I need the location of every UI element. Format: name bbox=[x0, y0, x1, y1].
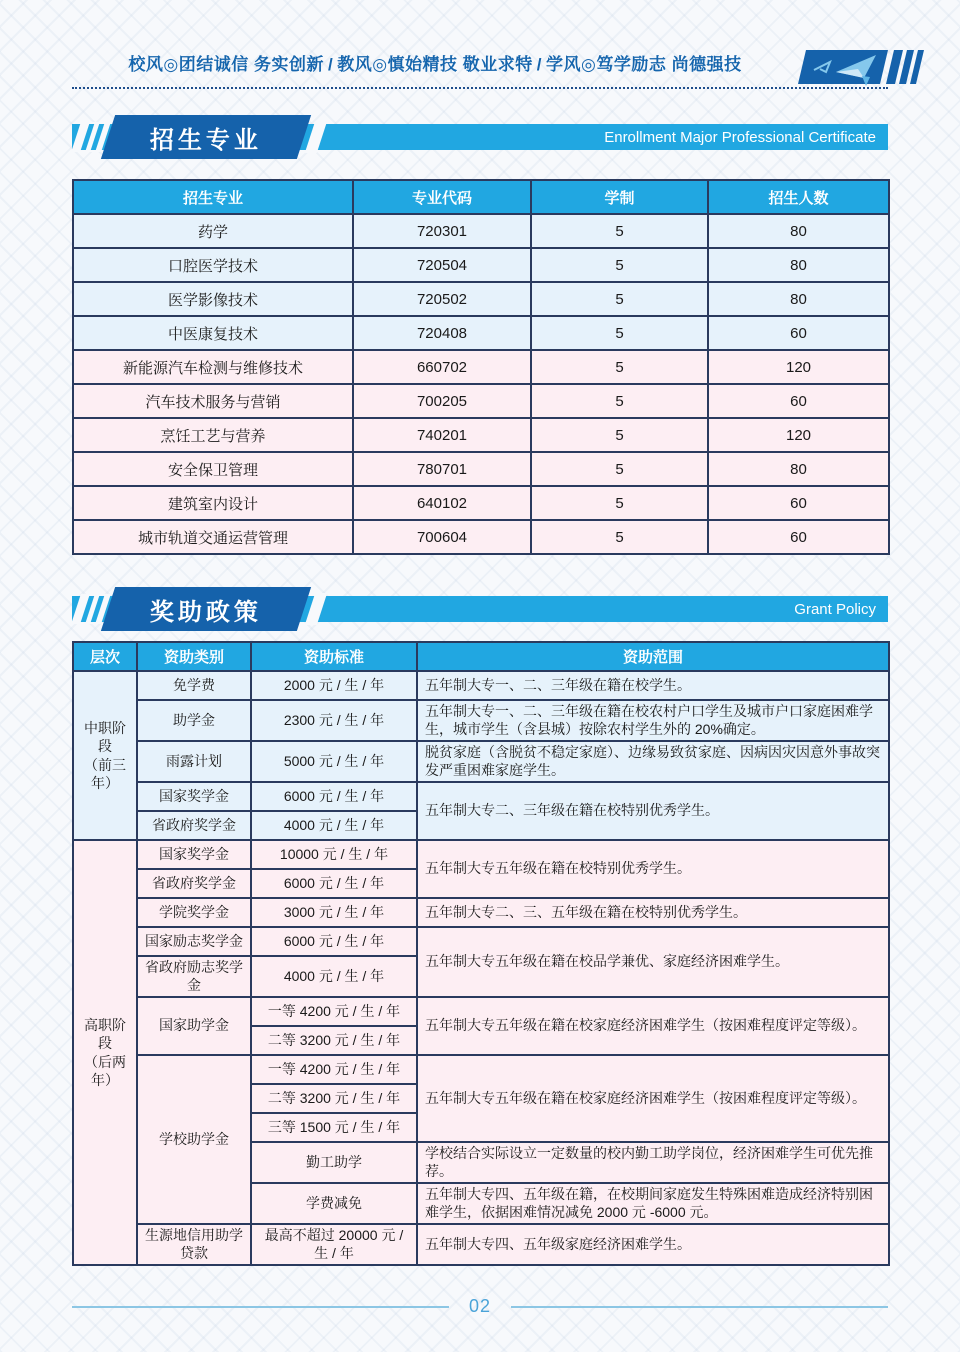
cell-scope: 五年制大专五年级在籍在校家庭经济困难学生（按困难程度评定等级）。 bbox=[417, 1055, 889, 1142]
cell-years: 5 bbox=[531, 452, 708, 486]
cell-standard: 6000 元 / 生 / 年 bbox=[251, 927, 417, 956]
cell-standard: 最高不超过 20000 元 / 生 / 年 bbox=[251, 1224, 417, 1265]
table-row bbox=[73, 486, 889, 520]
level-line1: 高职阶段 bbox=[84, 1017, 126, 1052]
cell-code: 640102 bbox=[353, 486, 531, 520]
cell-count: 60 bbox=[708, 384, 889, 418]
section-subtitle: Enrollment Major Professional Certificate bbox=[604, 128, 876, 146]
cell-standard: 学费减免 bbox=[251, 1183, 417, 1224]
cell-category: 省政府奖学金 bbox=[137, 811, 251, 840]
col-header-years: 学制 bbox=[531, 180, 708, 214]
footer-line-left bbox=[72, 1306, 449, 1308]
cell-count: 80 bbox=[708, 282, 889, 316]
cell-standard: 5000 元 / 生 / 年 bbox=[251, 741, 417, 782]
section-title-box bbox=[101, 587, 311, 631]
cell-major: 新能源汽车检测与维修技术 bbox=[73, 350, 353, 384]
table-row bbox=[73, 520, 889, 554]
cell-level-mid bbox=[73, 671, 137, 840]
cell-category: 生源地信用助学贷款 bbox=[137, 1224, 251, 1265]
cell-count: 80 bbox=[708, 452, 889, 486]
section-subtitle: Grant Policy bbox=[794, 600, 876, 618]
cell-standard: 3000 元 / 生 / 年 bbox=[251, 898, 417, 927]
cell-scope: 五年制大专五年级在籍在校品学兼优、家庭经济困难学生。 bbox=[417, 927, 889, 997]
cell-count: 80 bbox=[708, 248, 889, 282]
cell-scope: 五年制大专二、三年级在籍在校特别优秀学生。 bbox=[417, 782, 889, 840]
cell-scope: 五年制大专二、三、五年级在籍在校特别优秀学生。 bbox=[417, 898, 889, 927]
cell-major: 中医康复技术 bbox=[73, 316, 353, 350]
table-row bbox=[73, 997, 889, 1026]
section-title: 招生专业 bbox=[150, 126, 262, 154]
table-row bbox=[73, 418, 889, 452]
table-row bbox=[73, 384, 889, 418]
table-row bbox=[73, 452, 889, 486]
motto-label-jiaofeng: 教风 bbox=[337, 55, 373, 74]
cell-major: 医学影像技术 bbox=[73, 282, 353, 316]
cell-scope: 五年制大专四、五年级家庭经济困难学生。 bbox=[417, 1224, 889, 1265]
cell-count: 120 bbox=[708, 418, 889, 452]
cell-scope: 脱贫家庭（含脱贫不稳定家庭）、边缘易致贫家庭、因病因灾因意外事故突发严重困难家庭学生。 bbox=[417, 741, 889, 782]
col-header-major: 招生专业 bbox=[73, 180, 353, 214]
cell-years: 5 bbox=[531, 214, 708, 248]
motto-header bbox=[72, 50, 888, 89]
cell-category: 省政府奖学金 bbox=[137, 869, 251, 898]
table-row bbox=[73, 782, 889, 811]
table-row bbox=[73, 282, 889, 316]
cell-scope: 五年制大专一、二、三年级在籍在校农村户口学生及城市户口家庭困难学生，城市学生（含县城）按除农村学生外的 20%确定。 bbox=[417, 700, 889, 741]
cell-code: 720408 bbox=[353, 316, 531, 350]
cell-years: 5 bbox=[531, 282, 708, 316]
cell-count: 60 bbox=[708, 520, 889, 554]
level-line2: （后两年） bbox=[84, 1053, 126, 1088]
cell-level-high bbox=[73, 840, 137, 1265]
cell-scope: 学校结合实际设立一定数量的校内勤工助学岗位，经济困难学生可优先推荐。 bbox=[417, 1142, 889, 1183]
cell-standard: 4000 元 / 生 / 年 bbox=[251, 956, 417, 997]
cell-code: 700205 bbox=[353, 384, 531, 418]
paper-plane-icon bbox=[784, 42, 924, 97]
grant-policy-table bbox=[72, 641, 890, 1266]
col-header-code: 专业代码 bbox=[353, 180, 531, 214]
cell-count: 80 bbox=[708, 214, 889, 248]
cell-standard: 一等 4200 元 / 生 / 年 bbox=[251, 1055, 417, 1084]
cell-category: 国家助学金 bbox=[137, 997, 251, 1055]
table-row bbox=[73, 316, 889, 350]
cell-count: 60 bbox=[708, 486, 889, 520]
motto-text-xiaofeng: ◎团结诚信 务实创新 bbox=[163, 55, 324, 74]
cell-standard: 2300 元 / 生 / 年 bbox=[251, 700, 417, 741]
cell-code: 720502 bbox=[353, 282, 531, 316]
cell-years: 5 bbox=[531, 384, 708, 418]
school-motto bbox=[72, 50, 888, 75]
motto-label-xiaofeng: 校风 bbox=[128, 55, 164, 74]
cell-years: 5 bbox=[531, 316, 708, 350]
footer-line-right bbox=[511, 1306, 888, 1308]
cell-years: 5 bbox=[531, 486, 708, 520]
cell-major: 烹饪工艺与营养 bbox=[73, 418, 353, 452]
cell-standard: 4000 元 / 生 / 年 bbox=[251, 811, 417, 840]
table-row bbox=[73, 214, 889, 248]
table-header-row bbox=[73, 180, 889, 214]
cell-standard: 一等 4200 元 / 生 / 年 bbox=[251, 997, 417, 1026]
cell-category: 助学金 bbox=[137, 700, 251, 741]
cell-years: 5 bbox=[531, 418, 708, 452]
motto-label-xuefeng: 学风 bbox=[546, 55, 582, 74]
motto-text-xuefeng: ◎笃学励志 尚德强技 bbox=[581, 55, 742, 74]
motto-separator: / bbox=[536, 55, 543, 74]
table-row bbox=[73, 700, 889, 741]
cell-code: 780701 bbox=[353, 452, 531, 486]
section-banner-enrollment bbox=[72, 115, 888, 159]
cell-code: 660702 bbox=[353, 350, 531, 384]
col-header-standard: 资助标准 bbox=[251, 642, 417, 671]
cell-category: 国家励志奖学金 bbox=[137, 927, 251, 956]
cell-category: 雨露计划 bbox=[137, 741, 251, 782]
cell-scope: 五年制大专一、二、三年级在籍在校学生。 bbox=[417, 671, 889, 700]
cell-category: 国家奖学金 bbox=[137, 782, 251, 811]
cell-code: 720301 bbox=[353, 214, 531, 248]
table-row bbox=[73, 898, 889, 927]
table-row bbox=[73, 248, 889, 282]
table-row bbox=[73, 1055, 889, 1084]
table-row bbox=[73, 927, 889, 956]
cell-standard: 6000 元 / 生 / 年 bbox=[251, 782, 417, 811]
cell-count: 60 bbox=[708, 316, 889, 350]
table-header-row bbox=[73, 642, 889, 671]
enrollment-table bbox=[72, 179, 890, 555]
cell-code: 720504 bbox=[353, 248, 531, 282]
cell-standard: 勤工助学 bbox=[251, 1142, 417, 1183]
col-header-scope: 资助范围 bbox=[417, 642, 889, 671]
brochure-page bbox=[72, 50, 888, 1317]
col-header-count: 招生人数 bbox=[708, 180, 889, 214]
cell-standard: 三等 1500 元 / 生 / 年 bbox=[251, 1113, 417, 1142]
cell-category: 免学费 bbox=[137, 671, 251, 700]
cell-standard: 10000 元 / 生 / 年 bbox=[251, 840, 417, 869]
cell-scope: 五年制大专五年级在籍在校特别优秀学生。 bbox=[417, 840, 889, 898]
cell-standard: 2000 元 / 生 / 年 bbox=[251, 671, 417, 700]
table-row bbox=[73, 671, 889, 700]
cell-major: 城市轨道交通运营管理 bbox=[73, 520, 353, 554]
cell-major: 汽车技术服务与营销 bbox=[73, 384, 353, 418]
col-header-category: 资助类别 bbox=[137, 642, 251, 671]
cell-standard: 二等 3200 元 / 生 / 年 bbox=[251, 1026, 417, 1055]
table-row bbox=[73, 350, 889, 384]
level-line2: （前三年） bbox=[84, 756, 126, 791]
cell-category: 省政府励志奖学金 bbox=[137, 956, 251, 997]
col-header-level: 层次 bbox=[73, 642, 137, 671]
level-line1: 中职阶段 bbox=[84, 720, 126, 755]
cell-category: 学校助学金 bbox=[137, 1055, 251, 1224]
table-row bbox=[73, 1224, 889, 1265]
cell-major: 建筑室内设计 bbox=[73, 486, 353, 520]
table-row bbox=[73, 741, 889, 782]
cell-count: 120 bbox=[708, 350, 889, 384]
cell-code: 740201 bbox=[353, 418, 531, 452]
cell-category: 国家奖学金 bbox=[137, 840, 251, 869]
motto-separator: / bbox=[327, 55, 334, 74]
cell-years: 5 bbox=[531, 350, 708, 384]
cell-major: 安全保卫管理 bbox=[73, 452, 353, 486]
cell-major: 药学 bbox=[73, 214, 353, 248]
section-title: 奖助政策 bbox=[150, 598, 262, 626]
page-number: 02 bbox=[468, 1296, 492, 1316]
section-title-box bbox=[101, 115, 311, 159]
cell-scope: 五年制大专五年级在籍在校家庭经济困难学生（按困难程度评定等级）。 bbox=[417, 997, 889, 1055]
cell-major: 口腔医学技术 bbox=[73, 248, 353, 282]
cell-standard: 6000 元 / 生 / 年 bbox=[251, 869, 417, 898]
cell-code: 700604 bbox=[353, 520, 531, 554]
cell-years: 5 bbox=[531, 520, 708, 554]
section-banner-grant bbox=[72, 587, 888, 631]
cell-years: 5 bbox=[531, 248, 708, 282]
table-row bbox=[73, 840, 889, 869]
cell-standard: 二等 3200 元 / 生 / 年 bbox=[251, 1084, 417, 1113]
page-footer bbox=[72, 1296, 888, 1317]
cell-category: 学院奖学金 bbox=[137, 898, 251, 927]
motto-text-jiaofeng: ◎慎始精技 敬业求特 bbox=[372, 55, 533, 74]
cell-scope: 五年制大专四、五年级在籍，在校期间家庭发生特殊困难造成经济特别困难学生，依据困难情况减免 2000 元 -6000 元。 bbox=[417, 1183, 889, 1224]
